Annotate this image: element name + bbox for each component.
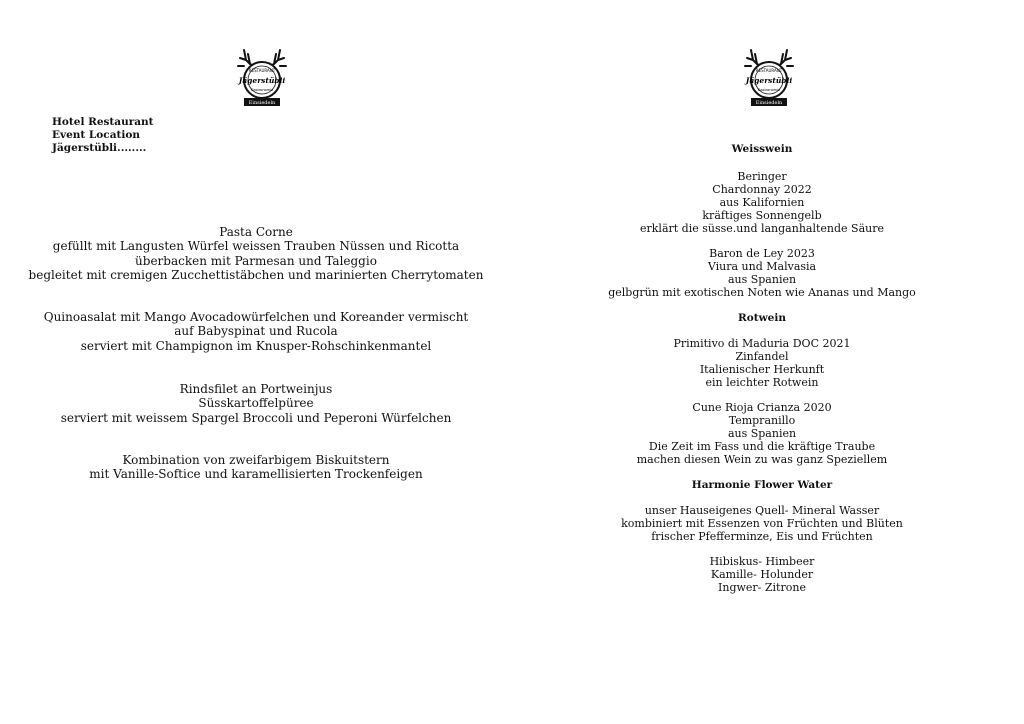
section-heading: Weisswein (731, 143, 793, 155)
course-line: mit Vanille-Softice und karamellisierten Trockenfeigen (89, 467, 423, 482)
svg-text:Einsiedeln: Einsiedeln (755, 100, 783, 106)
course-line: Süsskartoffelpüree (198, 396, 314, 411)
svg-text:RESTAURANT: RESTAURANT (248, 68, 276, 73)
entry-line: frischer Pfefferminze, Eis und Früchten (651, 529, 873, 543)
entry-line: Tempranillo (728, 413, 796, 427)
course-1 (0, 225, 512, 282)
course-line: serviert mit weissem Spargel Broccoli und Peperoni Würfelchen (60, 410, 452, 425)
hotel-line: Event Location (52, 129, 140, 141)
course-line: gefüllt mit Langusten Würfel weissen Trauben Nüssen und Ricotta (52, 239, 460, 254)
wine-entry (500, 171, 1024, 236)
svg-text:Gastronomie: Gastronomie (757, 88, 781, 92)
course-line: Rindsfilet an Portweinjus (179, 382, 333, 396)
wine-entry (500, 402, 1024, 467)
entry-line: ein leichter Rotwein (705, 375, 819, 389)
course-4 (0, 453, 512, 482)
svg-text:Jägerstübli: Jägerstübli (238, 76, 286, 85)
svg-text:Einsiedeln: Einsiedeln (248, 100, 276, 106)
course-line: auf Babyspinat und Rucola (174, 324, 338, 339)
entry-line: Die Zeit im Fass und die kräftige Traube (648, 439, 876, 453)
entry-line: Italienischer Herkunft (699, 362, 825, 376)
restaurant-logo (234, 46, 290, 114)
entry-line: Hibiskus- Himbeer (709, 555, 815, 568)
course-3 (0, 382, 512, 425)
white-wine-section (500, 143, 1024, 156)
water-section (500, 479, 1024, 492)
course-line: Quinoasalat mit Mango Avocadowürfelchen und Koreander vermischt (43, 310, 469, 324)
hotel-line: Jägerstübli........ (52, 142, 147, 154)
drinks-menu (500, 0, 1024, 724)
entry-line: machen diesen Wein zu was ganz Speziellem (636, 452, 888, 466)
entry-line: kräftiges Sonnengelb (702, 208, 822, 222)
entry-line: Ingwer- Zitrone (718, 580, 806, 594)
entry-line: aus Spanien (727, 426, 797, 440)
entry-line: Baron de Ley 2023 (709, 247, 815, 260)
wine-entry (500, 248, 1024, 300)
water-flavours (500, 556, 1024, 595)
course-line: begleitet mit cremigen Zucchettistäbchen und marinierten Cherrytomaten (28, 267, 484, 282)
water-entry (500, 505, 1024, 544)
entry-line: unser Hauseigenes Quell- Mineral Wasser (644, 504, 880, 517)
section-heading: Harmonie Flower Water (691, 479, 833, 491)
entry-line: Primitivo di Maduria DOC 2021 (673, 337, 851, 350)
course-line: Pasta Corne (219, 225, 293, 239)
course-line: serviert mit Champignon im Knusper-Rohschinkenmantel (80, 338, 432, 353)
entry-line: Beringer (737, 170, 787, 183)
hotel-info (52, 116, 154, 155)
entry-line: Viura und Malvasia (707, 259, 817, 273)
entry-line: erklärt die süsse.und langanhaltende Säure (640, 221, 884, 235)
entry-line: Zinfandel (735, 349, 789, 363)
course-line: Kombination von zweifarbigem Biskuitstern (122, 453, 390, 467)
entry-line: Chardonnay 2022 (712, 182, 812, 196)
course-line: überbacken mit Parmesan und Taleggio (135, 253, 377, 268)
svg-text:Jägerstübli: Jägerstübli (745, 76, 793, 85)
entry-line: Kamille- Holunder (710, 567, 814, 581)
wine-entry (500, 338, 1024, 390)
svg-text:RESTAURANT: RESTAURANT (755, 68, 783, 73)
section-heading: Rotwein (738, 312, 786, 324)
entry-line: kombiniert mit Essenzen von Früchten und Blüten (621, 516, 903, 530)
course-2 (0, 310, 512, 353)
antler-logo-icon (234, 46, 290, 114)
entry-line: Cune Rioja Crianza 2020 (692, 401, 832, 414)
entry-line: aus Spanien (727, 272, 797, 286)
entry-line: gelbgrün mit exotischen Noten wie Ananas und Mango (608, 285, 916, 299)
entry-line: aus Kalifornien (719, 195, 805, 209)
hotel-line: Hotel Restaurant (52, 116, 154, 128)
red-wine-section (500, 312, 1024, 325)
svg-text:Gastronomie: Gastronomie (250, 88, 274, 92)
